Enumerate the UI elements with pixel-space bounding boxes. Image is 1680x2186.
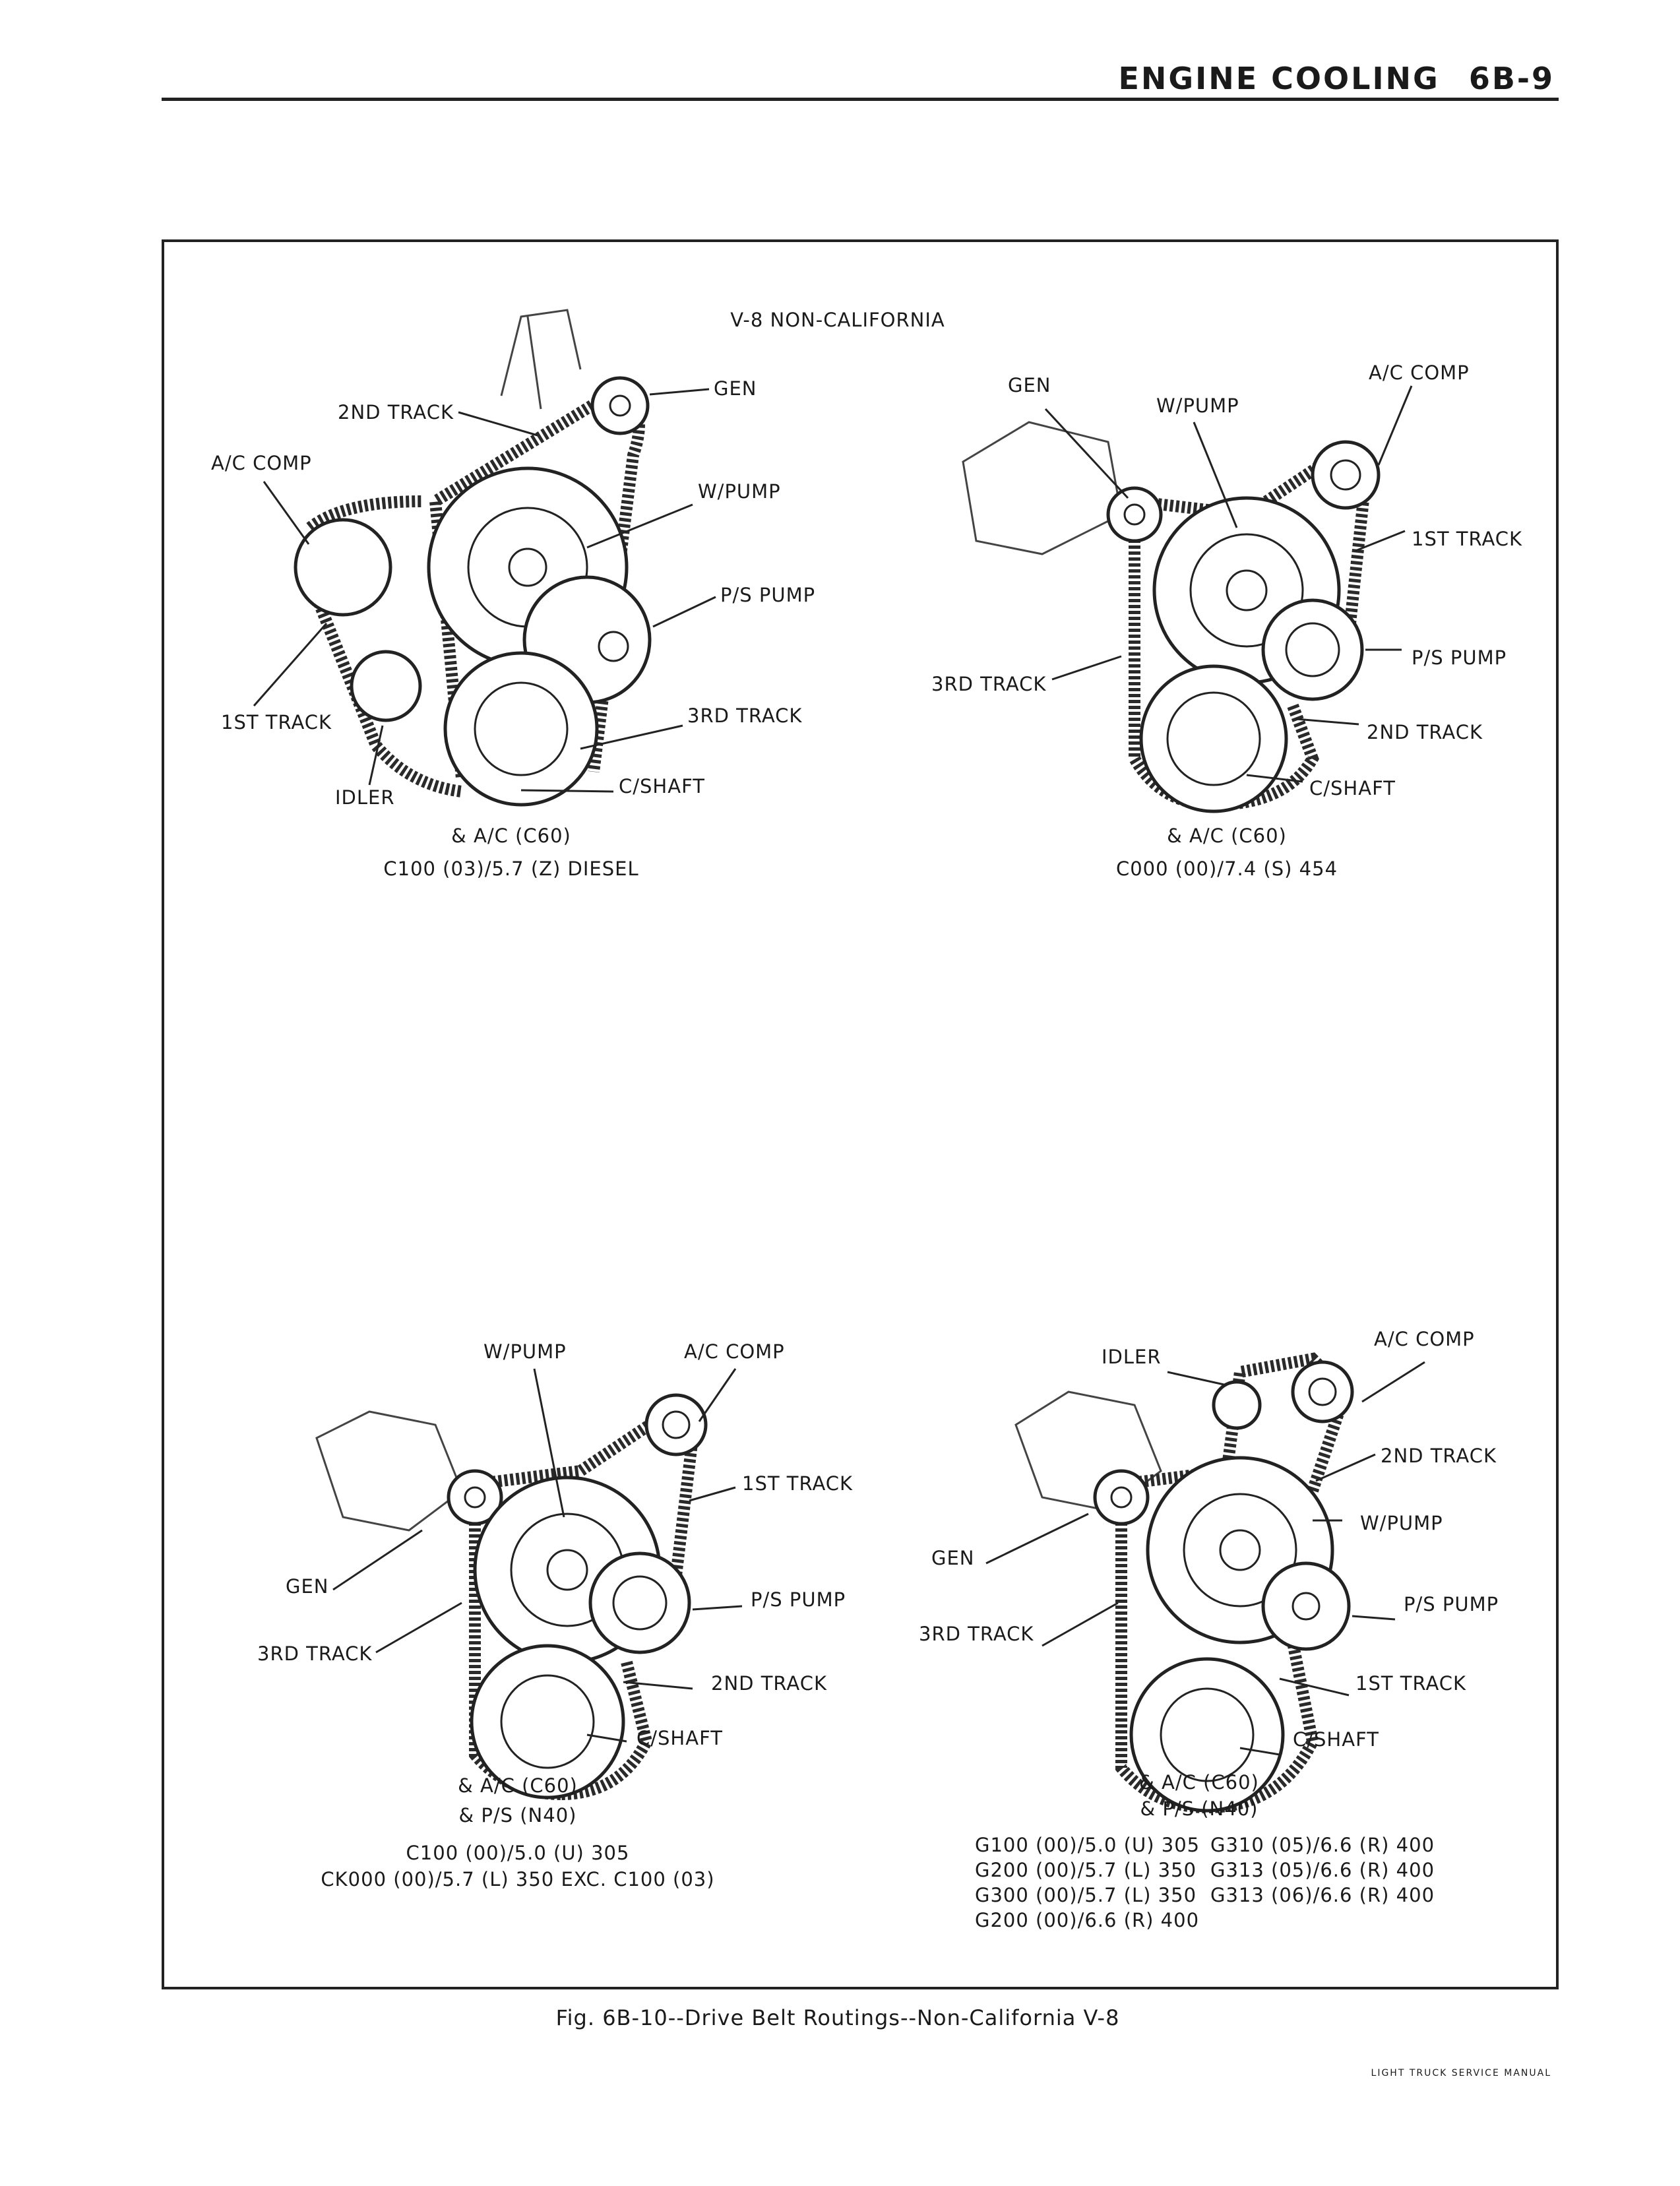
label-idler: IDLER <box>1102 1346 1162 1368</box>
label-ps-pump: P/S PUMP <box>1404 1593 1499 1615</box>
label-1st-track: 1ST TRACK <box>221 711 332 734</box>
page-number: 6B-9 <box>1468 61 1555 96</box>
label-3rd-track: 3RD TRACK <box>257 1642 373 1665</box>
ps-pump-pulley <box>1263 1563 1349 1649</box>
note-model: C000 (00)/7.4 (S) 454 <box>1115 858 1338 880</box>
note-ac-c60: & A/C (C60) <box>1139 1771 1259 1794</box>
label-ac-comp: A/C COMP <box>684 1340 785 1363</box>
figure-title: V-8 NON-CALIFORNIA <box>730 309 945 331</box>
note-ac-c60: & A/C (C60) <box>451 825 571 847</box>
model-left-2: G200 (00)/5.7 (L) 350 <box>975 1859 1197 1881</box>
label-c-shaft: C/SHAFT <box>1309 777 1396 799</box>
label-gen: GEN <box>714 377 757 400</box>
note-model-1: C100 (00)/5.0 (U) 305 <box>406 1842 630 1864</box>
model-right-3: G313 (06)/6.6 (R) 400 <box>1210 1884 1435 1906</box>
ac-comp-pulley <box>1293 1362 1352 1421</box>
model-right-1: G310 (05)/6.6 (R) 400 <box>1210 1834 1435 1856</box>
idler-pulley <box>352 652 420 720</box>
note-model-2: CK000 (00)/5.7 (L) 350 EXC. C100 (03) <box>321 1868 715 1890</box>
gen-pulley <box>1095 1471 1148 1524</box>
note-ps-n40: & P/S (N40) <box>1140 1797 1259 1820</box>
diagram-454 <box>963 386 1412 811</box>
label-w-pump: W/PUMP <box>1360 1512 1443 1534</box>
model-left-3: G300 (00)/5.7 (L) 350 <box>975 1884 1197 1906</box>
label-c-shaft: C/SHAFT <box>637 1727 723 1749</box>
ac-comp-pulley <box>296 520 390 615</box>
ps-pump-pulley <box>1263 600 1362 699</box>
label-ac-comp: A/C COMP <box>1369 361 1470 384</box>
note-model: C100 (03)/5.7 (Z) DIESEL <box>383 858 639 880</box>
section-title: ENGINE COOLING <box>1118 61 1440 96</box>
note-ps-n40: & P/S (N40) <box>458 1804 577 1827</box>
label-ps-pump: P/S PUMP <box>1412 646 1507 669</box>
label-1st-track: 1ST TRACK <box>1355 1672 1467 1695</box>
model-right-2: G313 (05)/6.6 (R) 400 <box>1210 1859 1435 1881</box>
label-gen: GEN <box>1008 374 1051 396</box>
model-left-1: G100 (00)/5.0 (U) 305 <box>975 1834 1200 1856</box>
note-ac-c60: & A/C (C60) <box>1167 825 1287 847</box>
model-left-4: G200 (00)/6.6 (R) 400 <box>975 1909 1200 1931</box>
ps-pump-pulley <box>590 1553 689 1652</box>
label-idler: IDLER <box>335 786 395 809</box>
label-ps-pump: P/S PUMP <box>751 1588 846 1611</box>
label-3rd-track: 3RD TRACK <box>931 673 1047 695</box>
label-w-pump: W/PUMP <box>483 1340 567 1363</box>
crankshaft-pulley <box>445 653 597 805</box>
label-1st-track: 1ST TRACK <box>742 1472 854 1495</box>
label-2nd-track: 2ND TRACK <box>1381 1445 1497 1467</box>
gen-pulley <box>592 378 648 433</box>
footer: LIGHT TRUCK SERVICE MANUAL <box>1371 2068 1551 2078</box>
note-ac-c60: & A/C (C60) <box>458 1774 578 1797</box>
label-c-shaft: C/SHAFT <box>1293 1728 1379 1751</box>
label-3rd-track: 3RD TRACK <box>687 704 803 727</box>
ac-comp-pulley <box>646 1395 706 1454</box>
label-c-shaft: C/SHAFT <box>619 775 705 797</box>
ac-comp-pulley <box>1313 442 1379 508</box>
label-1st-track: 1ST TRACK <box>1412 528 1523 550</box>
label-2nd-track: 2ND TRACK <box>711 1672 827 1695</box>
crankshaft-pulley <box>1141 666 1286 811</box>
label-w-pump: W/PUMP <box>698 480 781 503</box>
label-3rd-track: 3RD TRACK <box>919 1623 1034 1645</box>
label-w-pump: W/PUMP <box>1156 394 1239 417</box>
label-gen: GEN <box>286 1575 329 1598</box>
figure-caption: Fig. 6B-10--Drive Belt Routings--Non-California V-8 <box>555 2005 1120 2030</box>
label-ps-pump: P/S PUMP <box>720 584 816 606</box>
gen-pulley <box>1108 488 1161 541</box>
label-ac-comp: A/C COMP <box>1374 1328 1475 1350</box>
label-2nd-track: 2ND TRACK <box>338 401 454 423</box>
label-ac-comp: A/C COMP <box>211 452 312 474</box>
label-gen: GEN <box>931 1547 975 1569</box>
label-2nd-track: 2ND TRACK <box>1367 721 1483 743</box>
idler-pulley <box>1214 1382 1260 1428</box>
